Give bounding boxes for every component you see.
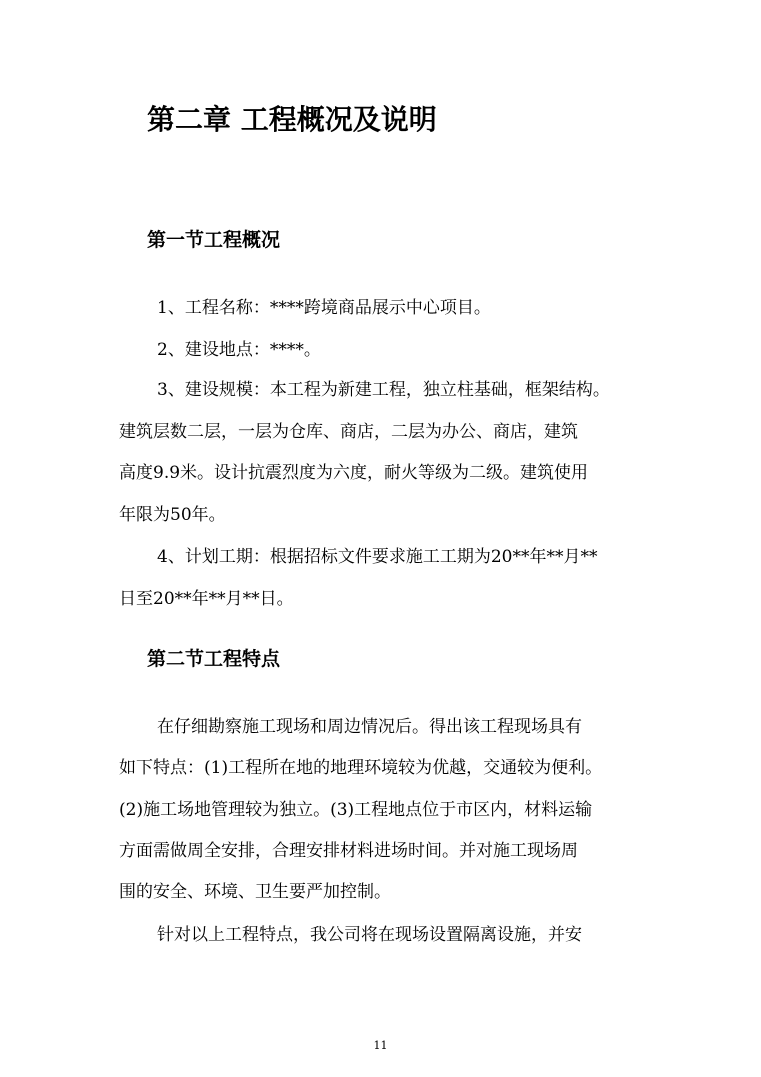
paragraph-line: 4、计划工期：根据招标文件要求施工工期为20**年**月** [157,547,598,567]
paragraph-line: 围的安全、环境、卫生要严加控制。 [119,882,391,902]
section-title-features: 第二节工程特点 [147,648,281,670]
paragraph-line: (2)施工场地管理较为独立。(3)工程地点位于市区内，材料运输 [119,800,593,820]
paragraph-line: 2、建设地点：****。 [157,340,321,360]
paragraph-line: 建筑层数二层，一层为仓库、商店，二层为办公、商店，建筑 [119,422,578,442]
paragraph-line: 针对以上工程特点，我公司将在现场设置隔离设施，并安 [157,925,582,945]
paragraph-line: 日至20**年**月**日。 [119,589,294,609]
paragraph-line: 3、建设规模：本工程为新建工程，独立柱基础，框架结构。 [157,380,610,400]
paragraph-line: 如下特点：(1)工程所在地的地理环境较为优越，交通较为便利。 [119,758,603,778]
paragraph-line: 高度9.9米。设计抗震烈度为六度，耐火等级为二级。建筑使用 [119,463,589,483]
section-title-overview: 第一节工程概况 [147,229,281,251]
page-number: 11 [373,1039,388,1052]
paragraph-line: 1、工程名称：****跨境商品展示中心项目。 [157,298,491,318]
paragraph-line: 方面需做周全安排，合理安排材料进场时间。并对施工现场周 [119,841,578,861]
chapter-title: 第二章 工程概况及说明 [147,103,437,136]
paragraph-line: 年限为50年。 [119,505,226,525]
paragraph-line: 在仔细勘察施工现场和周边情况后。得出该工程现场具有 [157,717,582,737]
